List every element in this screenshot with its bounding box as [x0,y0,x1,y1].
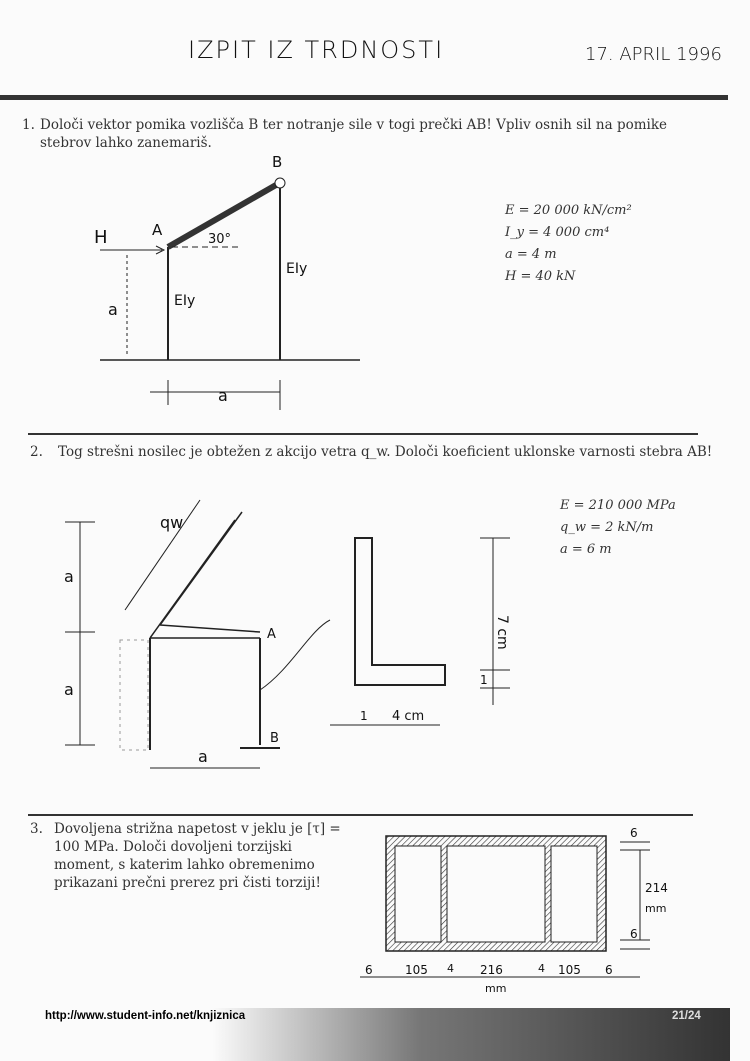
param-Iy: I_y = 4 000 cm⁴ [505,225,610,240]
label-B: B [272,155,283,171]
dim-top: 6 [630,826,638,840]
label-EIy-left: EIy [174,293,196,309]
label-H: H [94,227,108,248]
problem2-text: Tog strešni nosilec je obtežen z akcijo vetra q_w. Določi koeficient uklonske varnosti stebra AB! [58,444,713,460]
problem3-cross-section [350,812,670,1002]
label-qw: qw [160,513,184,532]
param-a: a = 6 m [560,542,612,557]
param-H: H = 40 kN [505,269,576,284]
problem3-text: Dovoljena strižna napetost v jeklu je [τ] = 100 MPa. Določi dovoljeni torzijski moment, s katerim lahko obremenimo prikazani prečni prerez pri čisti torziji! [54,821,341,891]
dim-width-unit: mm [485,982,507,995]
label-A: A [267,627,276,642]
dim-w4: 216 [480,963,503,977]
divider-1 [28,433,698,435]
dim-height: 214 [645,881,668,895]
label-7cm: 7 cm [494,615,510,650]
problem3-number: 3. [30,821,43,837]
label-1-vertical: 1 [480,673,488,687]
dim-w5: 4 [538,962,545,975]
footer-page-number: 21/24 [672,1010,701,1022]
param-qw: q_w = 2 kN/m [560,520,654,535]
param-E: E = 210 000 MPa [560,498,676,513]
exam-title: IZPIT IZ TRDNOSTI [188,36,445,64]
dim-w1: 6 [365,963,373,977]
param-E: E = 20 000 kN/cm² [505,203,632,218]
label-EIy-right: EIy [286,261,308,277]
label-a-top: a [64,567,74,586]
problem1-number: 1. [22,117,35,133]
dim-height-unit: mm [645,902,667,915]
param-a: a = 4 m [505,247,557,262]
label-a-horizontal: a [198,747,208,766]
label-a-bottom: a [64,680,74,699]
problem2-figure [60,490,530,790]
label-B: B [270,731,279,746]
label-a-vertical: a [108,300,118,319]
dim-w7: 6 [605,963,613,977]
label-a-horizontal: a [218,386,228,405]
problem1-figure [80,155,380,415]
dim-w3: 4 [447,962,454,975]
problem2-params [560,495,676,561]
header-divider [0,95,728,100]
label-4cm: 4 cm [392,709,425,724]
dim-w2: 105 [405,963,428,977]
dim-bottom: 6 [630,927,638,941]
exam-date: 17. APRIL 1996 [585,44,722,65]
problem2-number: 2. [30,444,43,460]
label-1-horizontal: 1 [360,709,368,723]
problem1-text: Določi vektor pomika vozlišča B ter notranje sile v togi prečki AB! Vpliv osnih sil na pomike stebrov lahko zanemariš. [40,117,668,151]
label-A: A [152,221,163,239]
problem1-params [505,200,632,288]
label-angle: 30° [208,232,232,247]
dim-w6: 105 [558,963,581,977]
footer-url[interactable]: http://www.student-info.net/knjiznica [45,1010,246,1022]
